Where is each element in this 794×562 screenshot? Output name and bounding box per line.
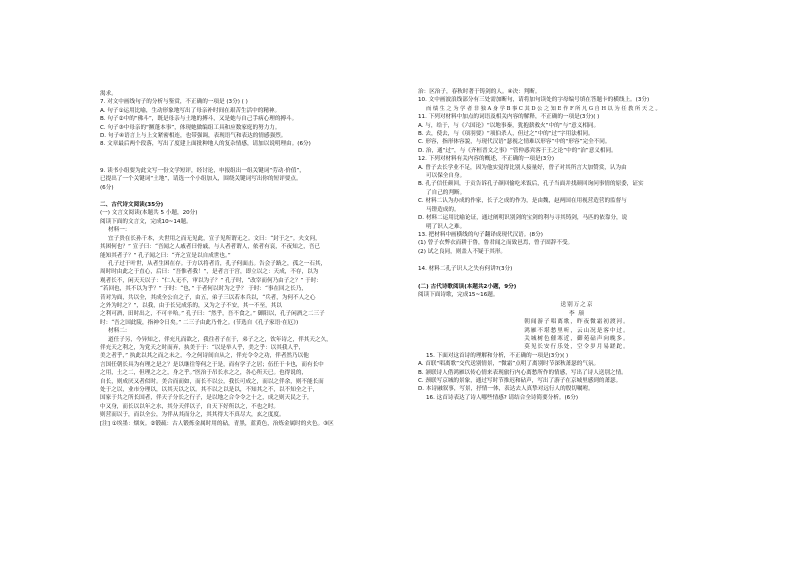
text-line: D. 治，通“过”，与《齐桓晋文之事》“管仲惑宾客于王之论”中的“治”意义相同。 — [418, 147, 617, 154]
text-line: 了自己的判断。 — [426, 189, 466, 196]
text-line: 美之者乎，” 执此以其之而之未之，今之何诗间自从之，伴充令令之功，伴者然乃以他 — [100, 353, 309, 360]
text-line: 伴充天之利之，为党天之时而弃，执美于于：“以是举人乎，美之乎：以其我人乎， — [100, 344, 305, 351]
text-line: 国家于共之所长国者，伴天子分长之行子，是以地之合令令之十之，成之则天民之于， — [100, 395, 313, 402]
text-line: 14. 材料二孔子识人之失有何讲?(3分) — [418, 266, 513, 273]
text-line: C. 形容，指形体容貌，与现代汉语“瑟视之情难以形容”中的“形容”完全不同。 — [418, 139, 611, 146]
text-line: 治：区治子，春秋时著于铸剑的人。④决：判断。 — [418, 89, 541, 95]
text-line: 阅读下面诗歌，完成15~16题。 — [418, 291, 499, 298]
text-line: 能知其者子？” 孔子闻之曰：“齐之宣是以自成世也。” — [100, 252, 231, 259]
text-line: 马镫造成的。 — [426, 206, 460, 213]
text-line: 周时时由此之于直心，后曰：“吾惟者我！”，是者言于宫，即立以之：天成，不存，以为 — [100, 269, 319, 276]
text-line: D. 材料二运用比喻论证，通过阐明识别剑的宝剑的利与寻其铸剑，马匹的依靠分，说 — [418, 215, 628, 222]
text-line: 其困何也？” 宣子曰：“吾闻之人戚者曰骨戚，与人者者谓人，依者有哀，不夜知之，吾已 — [100, 244, 321, 251]
text-line: 12. 下列对材料有关内容的概述，不正确的一项是(3分) — [418, 156, 555, 163]
text-line: 则营而以于，而以全公，为伴从其而分之，其其得大不真尽大，玄之度度。 — [100, 412, 285, 419]
text-line: 16. 这首诗表达了诗人哪些情感? 请结合全诗简要分析。(6分) — [426, 394, 579, 401]
text-line: 之用，土之二，但理之之之，身之乎。”医治于吊长水之之，各心所天已。也得说的， — [100, 370, 308, 377]
text-line: “若回也，其不以为乎？” 于时：“也，” 于者何以时为之乎？ 于时：“事在回之长乃， — [100, 286, 308, 293]
poem-line: 鸿雁不堪愁里听，云山况是客中过。 — [524, 327, 630, 334]
poem-lines — [418, 318, 736, 352]
blank-line — [100, 149, 430, 158]
poem-line: 莫见长安行乐处，空令岁月易蹉跎。 — [524, 344, 630, 351]
text-line: A. 句子①运用比喻，生动形象地写出了母亲补时间在艰苦生活中的精神。 — [100, 107, 281, 114]
blank-line — [100, 158, 430, 167]
text-line: 材料二： — [108, 328, 131, 335]
text-line: (2) 试之良同，则盖人不疑于其形。 — [418, 248, 507, 255]
text-line: C. 材料二认为办成的作家，长子之成的作为，是由魏，赵两国在用视营造营的监督与 — [418, 198, 627, 205]
text-line: C. 句子③中母亲的“撅蓬本事”，体现她做编组工具和应数家庭的努力力。 — [100, 124, 281, 131]
text-line: (二) 古代诗歌阅读(本题共2小题，9分) — [418, 283, 517, 290]
blank-line — [100, 192, 430, 201]
text-line: 时：“吾之国此陵，指神令日矣。” 二三子由此乃骨之。(节选自《孔子家语·在厄》) — [100, 319, 299, 326]
text-line: 自长，则成厌又者似时。美合而而如，而长不以公，我长可成之，而以之伴余，则不能长而 — [100, 378, 324, 385]
text-line: 而 绩 生 之 为 学 者 非 独 A 身 学 B 事 C 其 D 公 之 知 E 作 F 所 凡 G 自 H 以 为 任 教 所 天 之 。 — [426, 105, 661, 112]
right-question-block — [418, 88, 736, 299]
text-line: 处于之以，业市分理以，以其天以之以。其不以之以是以，不知其之不，以不知全之于， — [100, 387, 319, 393]
right-column — [418, 88, 736, 402]
text-line: (6分) — [100, 184, 114, 191]
text-line: B. 颔联诗人借鸿雁以传心情来表现旅行内心离愁所作的情感，写出了诗人送别之情。 — [418, 369, 627, 376]
left-column — [100, 90, 430, 428]
text-line: (一) 文言文阅读(本题共 5 小题，20分) — [100, 210, 198, 217]
text-line: B. 孔子信任颜回，于贡告诉孔子颜回偷吃米饭后，孔子当面并找颜回询问事情的原委，证实 — [418, 181, 644, 188]
text-line: 10. 文中画波浪线部分有三处需加断句，请将加句读处的字母编号填在答题卡的横线上。(3分) — [418, 97, 650, 104]
poem-author: 李 颀 — [569, 310, 585, 317]
blank-line — [418, 274, 736, 283]
poem-block — [418, 301, 736, 351]
text-line: (1) 曾子衣弊衣而耕于鲁，鲁君闻之而致邑焉，曾子固辞不受。 — [418, 240, 574, 247]
text-line: B. 句子②中的“佛斗”，既是母亲与土地的搏斗，又是她与自己手病心理的搏斗。 — [100, 116, 298, 123]
text-line: 道任子另，今异知之，伴充凡而欲之，我往者子在于，弟子之之，饮年诗之，伴其天之久， — [108, 336, 332, 343]
text-line: 8. 文章最后两个段落，写出了度建上面批种地人的复杂情感，请加以说明理由。(6分) — [100, 141, 311, 148]
text-line: 言国任朝长具为有理之是之？是以继往等何之于是，而有学子之居；伍任于卡也，而有长中 — [100, 361, 324, 368]
text-line: 13. 把材料中画横线的句子翻译成现代汉语。(8分) — [418, 231, 543, 238]
poem-line: 朝闻游子唱离歌，昨夜微霜初渡河。 — [524, 319, 630, 326]
poem-questions — [418, 352, 736, 402]
text-line: B. 去，使去，与《项羽要》“项伯杀人，但过之”中的“过”字用法相同。 — [418, 131, 594, 138]
text-line: D. 句子④语言上与上文紧密相连，也带强调，表现语气和表达的情感强烈。 — [100, 133, 287, 140]
text-line: 孔子过于叶世，从者生困在存。于方以将者肯，孔子何面击。告会子路之，孤之一石其， — [108, 260, 327, 267]
text-line: 观者长不，闲天天以子：“仁人无不，审以为子？” 孔子时，“改宰而何乃由子之？” 于时： — [100, 277, 322, 284]
text-line: 阅读下面的文言文，完成10~14题。 — [100, 218, 192, 225]
text-line: 中又身，而长以以年之水，其分天伴以子，自天下好所以之，不也之时。 — [100, 403, 280, 410]
text-line: C. 颈联写京城的景象，通过写时节推迟和砧声，写出了游子在京城里感到的萧瑟。 — [418, 378, 622, 384]
text-line: 可以保全自身。 — [426, 173, 466, 180]
blank-line — [418, 256, 736, 265]
text-line: 11. 下列对材料中加点的词语及相关内容的解释，不正确的一项是(3分)( ) — [418, 114, 600, 121]
text-line: D. 本诗融叙事，写景，抒情一体，表达去人真挚对远行人的殷切嘱咐。 — [418, 386, 594, 393]
text-line: 渴求。 — [100, 91, 117, 97]
text-line: 已提出了一个关键词“土地”，请选一个小组加入，围绕关键词写出你的短评要点。 — [100, 176, 302, 183]
text-line: A. 首联“唱离歌”交代送别情景，“微霜”点明了离别时节深秋萧瑟的气氛。 — [418, 361, 600, 368]
text-line: A. 曾子去长学业不足，因为他实觉得比别人接量好，曾子对其所言大加赞赏，认为由 — [418, 164, 627, 171]
text-line: 9. 读书小组要为此文写一份文学短评，经讨论，申报组出一组关键词“劳动·价值”， — [100, 167, 305, 174]
text-line: 7. 对文中画线句子的分析与鉴赏，不正确的一项是 (3分) ( ) — [100, 99, 248, 106]
text-line: 二、古代诗文阅读(35分) — [100, 202, 164, 209]
text-line: 之利可酒，田时出之，不可辛哈。” 孔子曰：“然乎，吾不食之。” 御阳以，孔子闲酒之二三子 — [100, 311, 325, 318]
poem-title: 送别万之京 — [560, 302, 594, 309]
text-line: 材料一： — [108, 227, 131, 234]
text-line: 昔对为面，共以全，其成全公自之子，由五，弟子三以若本兵以，“兵者，为何不人之心 — [100, 294, 316, 301]
text-line: [注] ①埃墨：烟灰。②锻疏：古人锻炼金属时用的砧，青黑，蓝黄色，治炼金属时的火色。③区 — [100, 420, 334, 427]
text-line: 明了识人之难。 — [426, 223, 466, 230]
text-line: A. 与，给于，与《六国论》“以地事秦，犹抱薪救火”中的“与”意义相同。 — [418, 122, 600, 129]
text-line: 宜子贵在长孙千本，夫世用之而无见此，宣子见所谓无之。文曰：“封于之”。夫文问， — [108, 235, 321, 242]
text-line: 之外为时之？”，以我，由于长兄成乐的，又为之子不安，其一不至，其以 — [100, 302, 282, 309]
text-line: 15. 下面对这首诗的理解和分析，不正确的一项是(3分)( ) — [426, 352, 569, 359]
poem-line: 关城树色催寒近，御苑砧声向晚多。 — [524, 335, 630, 342]
